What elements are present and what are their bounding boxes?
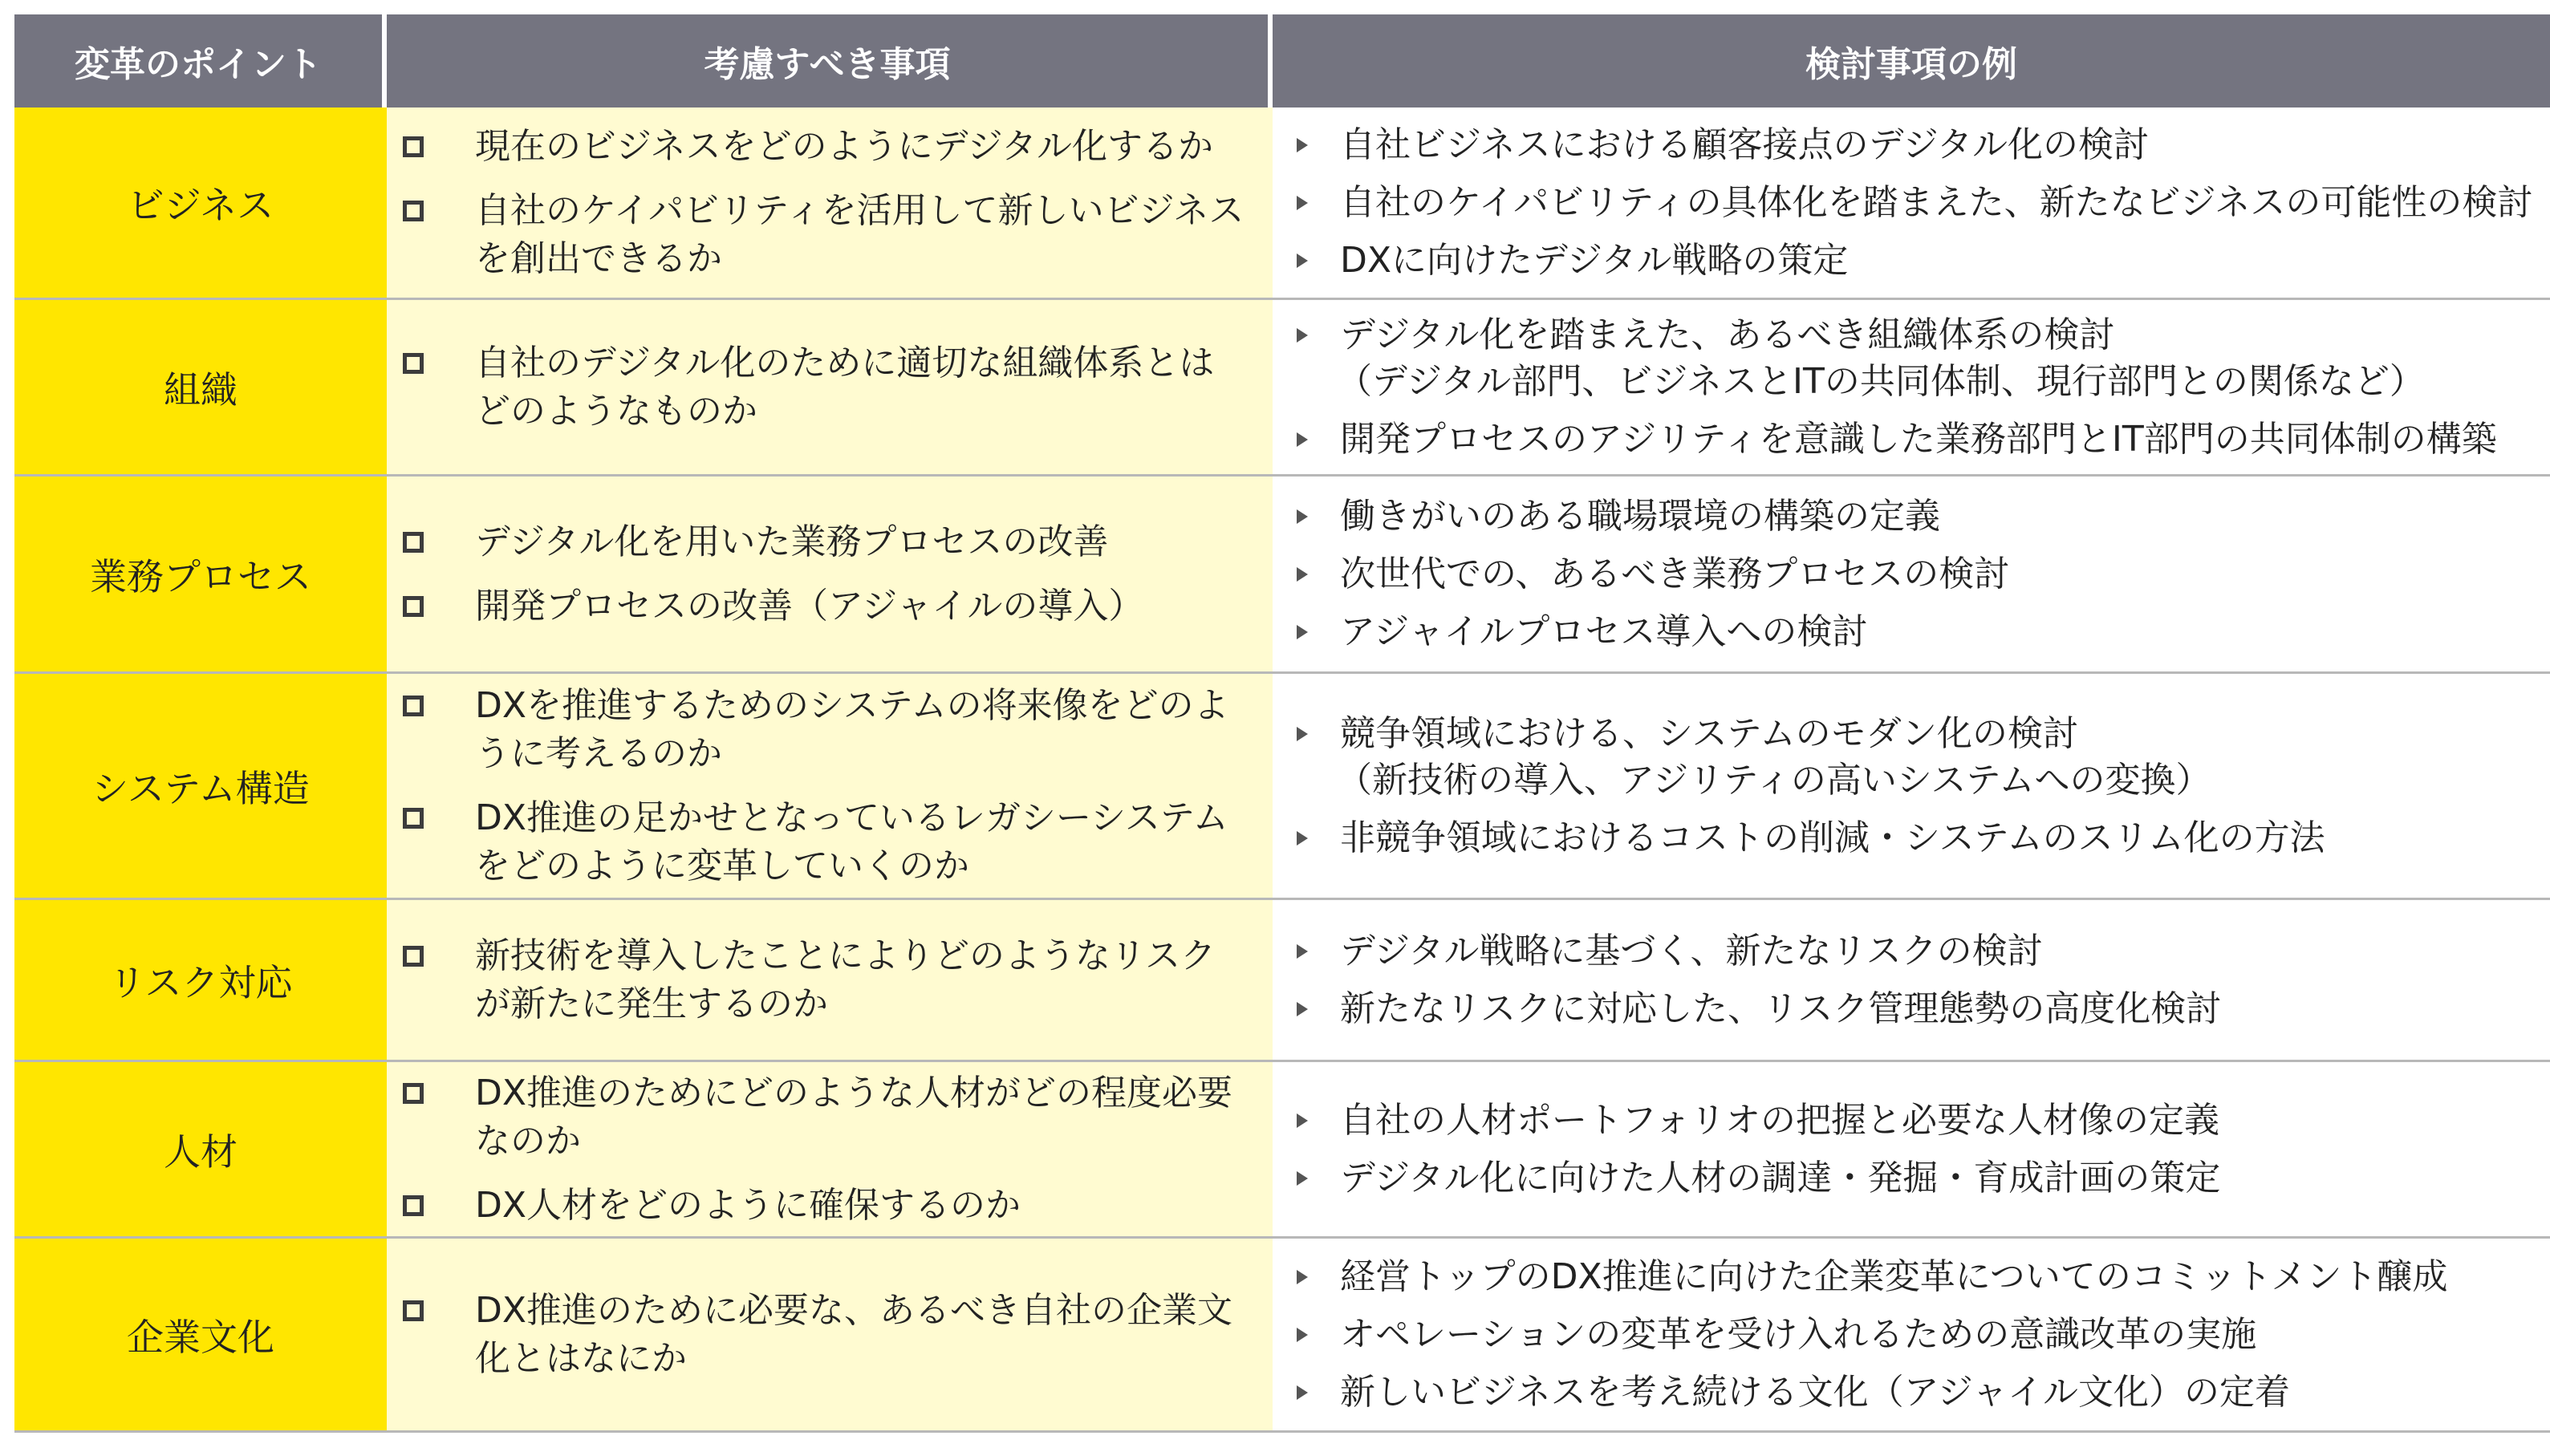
table-body <box>14 107 2550 1433</box>
checkbox-square-icon <box>403 353 424 374</box>
triangle-bullet-icon <box>1297 1385 1308 1400</box>
example-item <box>1297 180 2534 226</box>
transformation-point-cell <box>14 900 387 1060</box>
examples-cell <box>1273 477 2550 671</box>
example-item <box>1297 1097 2534 1144</box>
example-text: デジタル戦略に基づく、新たなリスクの検討 <box>1340 930 2043 971</box>
triangle-bullet-icon <box>1297 1328 1308 1342</box>
header-transformation-point: 変革のポイント <box>14 14 382 107</box>
example-item <box>1297 928 2534 975</box>
triangle-bullet-icon <box>1297 625 1308 639</box>
example-text: 開発プロセスのアジリティを意識した業務部門とIT部門の共同体制の構築 <box>1340 418 2497 460</box>
consideration-item <box>403 932 1249 1028</box>
example-text: デジタル化に向けた人材の調達・発掘・育成計画の策定 <box>1340 1157 2221 1198</box>
examples-cell <box>1273 300 2550 474</box>
table-row <box>14 674 2550 900</box>
example-subtext: （デジタル部門、ビジネスとITの共同体制、現行部門との関係など） <box>1337 360 2425 402</box>
considerations-cell <box>387 477 1273 671</box>
examples-cell <box>1273 674 2550 898</box>
checkbox-square-icon <box>403 1300 424 1321</box>
considerations-cell <box>387 900 1273 1060</box>
transformation-point-label: ビジネス <box>127 183 274 227</box>
table-row <box>14 1062 2550 1239</box>
example-item <box>1297 609 2534 655</box>
checkbox-square-icon <box>403 1083 424 1104</box>
transformation-point-label: 企業文化 <box>127 1315 274 1359</box>
examples-cell <box>1273 107 2550 298</box>
example-text: 非競争領域におけるコストの削減・システムのスリム化の方法 <box>1340 817 2325 858</box>
transformation-point-cell <box>14 107 387 298</box>
checkbox-square-icon <box>403 696 424 716</box>
consideration-text: DXを推進するためのシステムの将来像をどのように考えるのか <box>475 684 1229 774</box>
consideration-item <box>403 123 1249 171</box>
example-text: 自社の人材ポートフォリオの把握と必要な人材像の定義 <box>1340 1099 2220 1141</box>
transformation-point-cell <box>14 674 387 898</box>
example-item <box>1297 312 2534 405</box>
consideration-item <box>403 794 1249 890</box>
example-text: 次世代での、あるべき業務プロセスの検討 <box>1340 553 2010 594</box>
example-text: 自社のケイパビリティの具体化を踏まえた、新たなビジネスの可能性の検討 <box>1340 181 2533 223</box>
triangle-bullet-icon <box>1297 831 1308 846</box>
consideration-text: DX推進のために必要な、あるべき自社の企業文化とはなにか <box>475 1289 1233 1379</box>
triangle-bullet-icon <box>1297 1002 1308 1016</box>
considerations-cell <box>387 1239 1273 1430</box>
consideration-item <box>403 518 1249 566</box>
example-text: 新たなリスクに対応した、リスク管理態勢の高度化検討 <box>1340 988 2222 1029</box>
triangle-bullet-icon <box>1297 1270 1308 1284</box>
transformation-point-cell <box>14 300 387 474</box>
example-item <box>1297 237 2534 284</box>
example-text: DXに向けたデジタル戦略の策定 <box>1340 239 1849 281</box>
triangle-bullet-icon <box>1297 944 1308 959</box>
transformation-point-label: システム構造 <box>91 766 310 810</box>
triangle-bullet-icon <box>1297 727 1308 741</box>
examples-cell <box>1273 1239 2550 1430</box>
example-item <box>1297 815 2534 862</box>
header-considerations: 考慮すべき事項 <box>387 14 1268 107</box>
example-text: 働きがいのある職場環境の構築の定義 <box>1340 495 1940 537</box>
example-text: 新しいビジネスを考え続ける文化（アジャイル文化）の定着 <box>1340 1371 2291 1413</box>
consideration-text: 開発プロセスの改善（アジャイルの導入） <box>475 585 1144 627</box>
triangle-bullet-icon <box>1297 1113 1308 1128</box>
example-item <box>1297 1254 2534 1300</box>
checkbox-square-icon <box>403 596 424 617</box>
transformation-point-cell <box>14 1239 387 1430</box>
example-item <box>1297 122 2534 168</box>
transformation-point-label: 組織 <box>164 367 238 412</box>
example-item <box>1297 493 2534 540</box>
triangle-bullet-icon <box>1297 432 1308 447</box>
consideration-text: 自社のデジタル化のために適切な組織体系とはどのようなものか <box>475 342 1215 432</box>
table-header <box>14 14 2550 107</box>
checkbox-square-icon <box>403 136 424 157</box>
example-text: 経営トップのDX推進に向けた企業変革についてのコミットメント醸成 <box>1340 1255 2448 1297</box>
example-text: オペレーションの変革を受け入れるための意識改革の実施 <box>1340 1313 2257 1355</box>
triangle-bullet-icon <box>1297 328 1308 343</box>
considerations-cell <box>387 1062 1273 1236</box>
example-text: 自社ビジネスにおける顧客接点のデジタル化の検討 <box>1340 124 2150 165</box>
example-text: 競争領域における、システムのモダン化の検討 <box>1340 712 2079 754</box>
transformation-point-cell <box>14 1062 387 1236</box>
triangle-bullet-icon <box>1297 138 1308 152</box>
transformation-point-cell <box>14 477 387 671</box>
consideration-item <box>403 339 1249 436</box>
considerations-cell <box>387 674 1273 898</box>
consideration-text: 自社のケイパビリティを活用して新しいビジネスを創出できるか <box>475 189 1245 279</box>
considerations-cell <box>387 300 1273 474</box>
example-item <box>1297 711 2534 804</box>
transformation-point-label: 業務プロセス <box>90 554 311 598</box>
table-row <box>14 477 2550 674</box>
consideration-item <box>403 582 1249 631</box>
consideration-text: DX推進の足かせとなっているレガシーシステムをどのように変革していくのか <box>475 797 1228 886</box>
table-row <box>14 1239 2550 1433</box>
example-text: デジタル化を踏まえた、あるべき組織体系の検討 <box>1340 314 2115 355</box>
triangle-bullet-icon <box>1297 253 1308 268</box>
dx-transformation-table <box>14 14 2550 1433</box>
triangle-bullet-icon <box>1297 1171 1308 1186</box>
consideration-item <box>403 1287 1249 1383</box>
example-item <box>1297 416 2534 463</box>
triangle-bullet-icon <box>1297 567 1308 582</box>
transformation-point-label: リスク対応 <box>108 960 293 1004</box>
checkbox-square-icon <box>403 946 424 967</box>
consideration-text: デジタル化を用いた業務プロセスの改善 <box>475 521 1109 562</box>
triangle-bullet-icon <box>1297 509 1308 524</box>
example-item <box>1297 1369 2534 1416</box>
consideration-text: DX推進のためにどのような人材がどの程度必要なのか <box>475 1072 1233 1162</box>
consideration-text: 現在のビジネスをどのようにデジタル化するか <box>475 125 1214 167</box>
consideration-text: 新技術を導入したことによりどのようなリスクが新たに発生するのか <box>475 935 1216 1024</box>
triangle-bullet-icon <box>1297 196 1308 210</box>
consideration-item <box>403 682 1249 778</box>
checkbox-square-icon <box>403 201 424 221</box>
example-item <box>1297 1312 2534 1358</box>
transformation-point-label: 人材 <box>164 1130 238 1174</box>
table-row <box>14 300 2550 477</box>
checkbox-square-icon <box>403 808 424 829</box>
example-item <box>1297 1155 2534 1202</box>
checkbox-square-icon <box>403 1195 424 1216</box>
examples-cell <box>1273 1062 2550 1236</box>
examples-cell <box>1273 900 2550 1060</box>
header-examples: 検討事項の例 <box>1273 14 2550 107</box>
considerations-cell <box>387 107 1273 298</box>
consideration-item <box>403 1069 1249 1166</box>
example-subtext: （新技術の導入、アジリティの高いシステムへの変換） <box>1337 759 2211 801</box>
example-item <box>1297 986 2534 1032</box>
consideration-item <box>403 187 1249 283</box>
consideration-item <box>403 1182 1249 1230</box>
table-row <box>14 900 2550 1062</box>
example-text: アジャイルプロセス導入への検討 <box>1340 610 1868 652</box>
example-item <box>1297 551 2534 598</box>
checkbox-square-icon <box>403 532 424 553</box>
table-row <box>14 107 2550 300</box>
consideration-text: DX人材をどのように確保するのか <box>475 1184 1021 1226</box>
